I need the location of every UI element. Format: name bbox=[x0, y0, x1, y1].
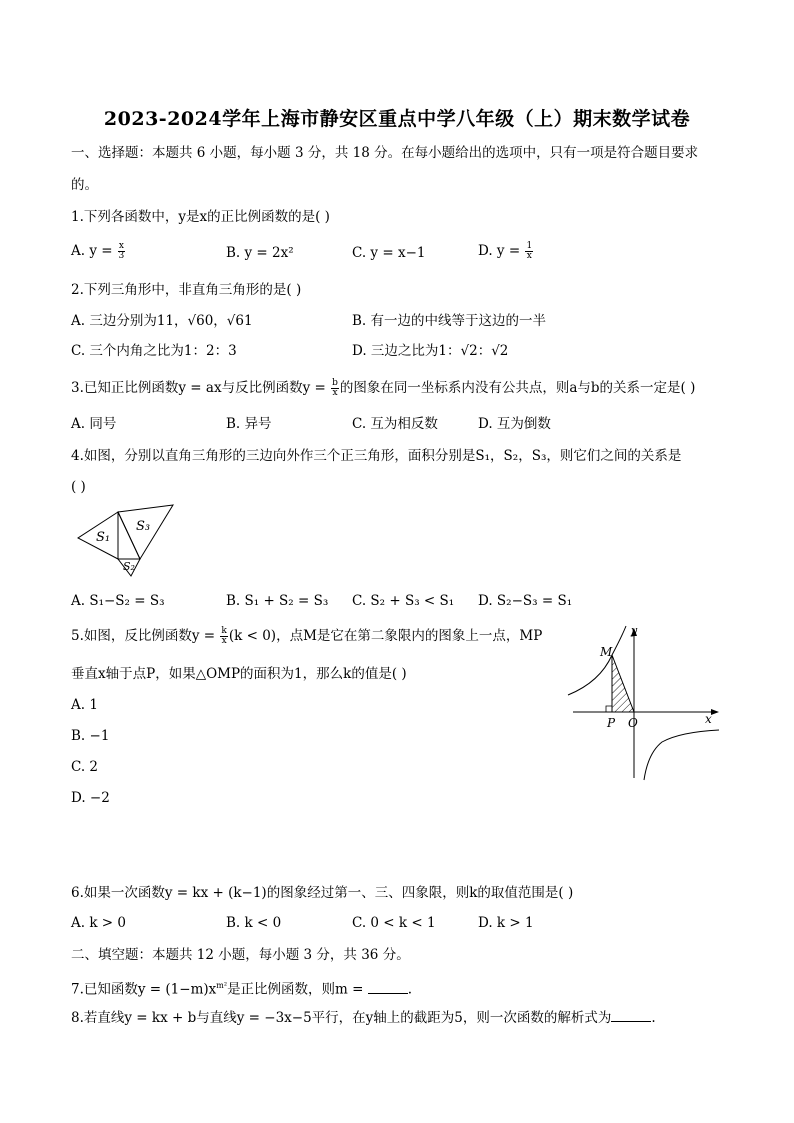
q4-label-s3: S₃ bbox=[136, 519, 151, 534]
q5-stem-cont: 垂直x轴于点P，如果△OMP的面积为1，那么k的值是( ) bbox=[71, 666, 407, 682]
q8-answer-blank bbox=[611, 1021, 651, 1022]
q1-a-fraction bbox=[118, 242, 125, 261]
q6-option-c: C. 0 < k < 1 bbox=[352, 915, 436, 931]
section1-heading: 一、选择题：本题共 6 小题，每小题 3 分，共 18 分。在每小题给出的选项中，只有一项是符合题目要求 bbox=[71, 145, 699, 161]
q4-option-d: D. S₂−S₃ = S₁ bbox=[478, 593, 573, 609]
q2-stem: 2.下列三角形中，非直角三角形的是( ) bbox=[71, 282, 302, 298]
q3-option-c: C. 互为相反数 bbox=[352, 416, 438, 432]
q3-stem-a: 3.已知正比例函数y = ax与反比例函数y = bbox=[71, 380, 331, 396]
q1-a-den: 3 bbox=[118, 251, 125, 261]
q6-option-a: A. k > 0 bbox=[71, 915, 126, 931]
q5-fraction bbox=[220, 627, 227, 646]
q4-label-s1: S₁ bbox=[96, 530, 111, 545]
q6-option-b: B. k < 0 bbox=[226, 915, 282, 931]
q6-stem: 6.如果一次函数y = kx + (k−1)的图象经过第一、三、四象限，则k的取值范围是( ) bbox=[71, 885, 574, 901]
q4-option-b: B. S₁ + S₂ = S₃ bbox=[226, 593, 329, 609]
q5-label-o: O bbox=[628, 716, 638, 730]
q5-stem bbox=[71, 626, 542, 646]
q7-pre: 7.已知函数y = (1−m)x bbox=[71, 981, 217, 998]
q3-den: x bbox=[332, 388, 338, 398]
q5-label-p: P bbox=[607, 716, 616, 730]
q5-stem-a: 5.如图，反比例函数y = bbox=[71, 628, 220, 644]
q5-num: k bbox=[221, 626, 227, 636]
q5-label-x: x bbox=[705, 712, 712, 726]
q2-option-b: B. 有一边的中线等于这边的一半 bbox=[352, 313, 547, 329]
q1-d-fraction bbox=[525, 242, 533, 261]
q5-triangle-omp bbox=[612, 655, 634, 712]
q4-label-s2: S₂ bbox=[123, 560, 135, 573]
q5-label-y: y bbox=[631, 624, 638, 637]
q5-x-arrow bbox=[711, 709, 719, 715]
q5-right-angle bbox=[606, 706, 612, 712]
q1-d-num: 1 bbox=[526, 241, 533, 251]
q3-stem-b: 的图象在同一坐标系内没有公共点，则a与b的关系一定是( ) bbox=[339, 380, 696, 396]
page-title: 2023-2024学年上海市静安区重点中学八年级（上）期末数学试卷 bbox=[103, 108, 691, 130]
q1-option-d bbox=[478, 241, 534, 261]
q8-end: . bbox=[651, 1010, 656, 1026]
q8-stem bbox=[71, 1008, 656, 1028]
q5-option-b: B. −1 bbox=[71, 728, 110, 744]
q7-post: 是正比例函数，则m = bbox=[227, 981, 368, 998]
q5-figure bbox=[565, 620, 725, 782]
q4-stem: 4.如图，分别以直角三角形的三边向外作三个正三角形，面积分别是S₁，S₂，S₃，则它们之间的关系是 bbox=[71, 448, 682, 464]
q1-stem: 1.下列各函数中，y是x的正比例函数的是( ) bbox=[71, 209, 330, 225]
q3-option-d: D. 互为倒数 bbox=[478, 416, 551, 432]
q4-figure bbox=[70, 502, 180, 578]
q1-a-prefix: A. y = bbox=[71, 243, 117, 259]
q6-option-d: D. k > 1 bbox=[478, 915, 534, 931]
q1-d-den: x bbox=[526, 251, 532, 261]
q3-option-a: A. 同号 bbox=[71, 416, 117, 432]
q8-pre: 8.若直线y = kx + b与直线y = −3x−5平行，在y轴上的截距为5，则一次函数的解析式为 bbox=[71, 1010, 612, 1026]
q5-label-m: M bbox=[600, 645, 613, 659]
q1-option-c: C. y = x−1 bbox=[352, 245, 426, 261]
q7-stem bbox=[71, 976, 412, 1000]
q3-fraction bbox=[331, 379, 339, 398]
q2-option-d: D. 三边之比为1：√2：√2 bbox=[352, 343, 509, 359]
q3-stem bbox=[71, 378, 695, 398]
section1-heading-cont: 的。 bbox=[71, 177, 98, 193]
q5-option-c: C. 2 bbox=[71, 759, 99, 775]
q4-option-c: C. S₂ + S₃ < S₁ bbox=[352, 593, 455, 609]
q7-answer-blank bbox=[368, 993, 408, 994]
q4-stem-cont: ( ) bbox=[71, 479, 86, 495]
q3-option-b: B. 异号 bbox=[226, 416, 272, 432]
q5-option-a: A. 1 bbox=[71, 697, 98, 713]
q1-d-prefix: D. y = bbox=[478, 243, 525, 259]
q3-num: b bbox=[332, 378, 338, 388]
q1-a-num: x bbox=[118, 241, 124, 251]
q7-exponent: m² bbox=[216, 981, 228, 990]
q5-hyperbola-q4 bbox=[644, 730, 719, 780]
q1-option-b: B. y = 2x² bbox=[226, 245, 294, 261]
section2-heading: 二、填空题：本题共 12 小题，每小题 3 分，共 36 分。 bbox=[71, 947, 410, 963]
q5-stem-b: (k < 0)，点M是它在第二象限内的图象上一点，MP bbox=[228, 628, 543, 644]
q1-option-a bbox=[71, 241, 126, 261]
q7-end: . bbox=[407, 981, 413, 998]
q2-option-a: A. 三边分别为11，√60，√61 bbox=[71, 313, 253, 329]
q2-option-c: C. 三个内角之比为1：2：3 bbox=[71, 343, 237, 359]
q4-option-a: A. S₁−S₂ = S₃ bbox=[71, 593, 165, 609]
q5-option-d: D. −2 bbox=[71, 790, 110, 806]
q5-den: x bbox=[221, 636, 227, 646]
